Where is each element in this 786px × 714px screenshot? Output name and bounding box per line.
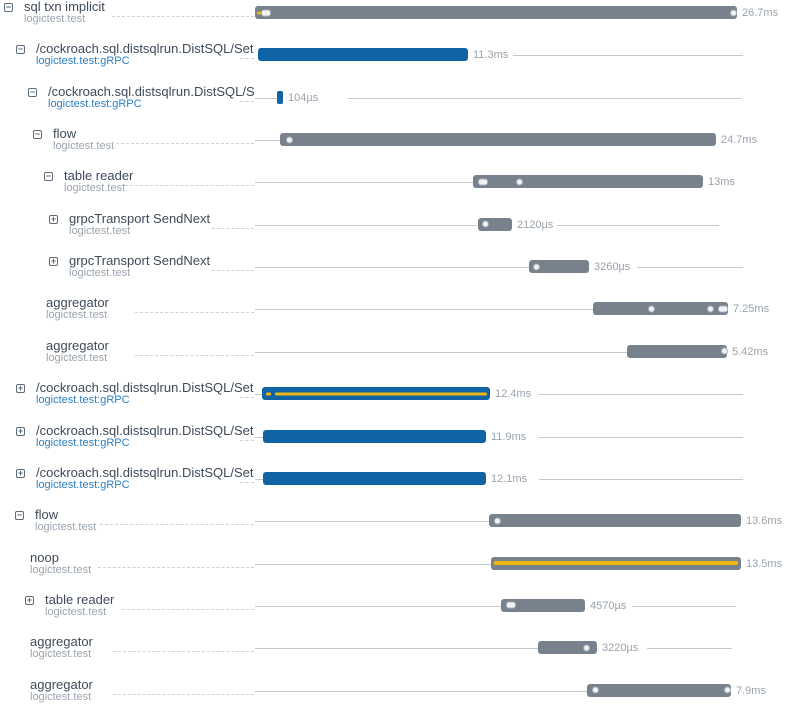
lead-line (255, 225, 478, 226)
leader-line (240, 58, 254, 59)
span-duration: 3260µs (594, 261, 631, 274)
span-source: logictest.test:gRPC (36, 436, 130, 449)
collapse-icon[interactable]: − (34, 129, 41, 140)
span-name: noop (30, 550, 59, 565)
trace-row (0, 246, 786, 288)
expand-icon[interactable]: + (17, 383, 24, 394)
span-name: flow (53, 127, 77, 142)
span-duration: 2120µs (517, 218, 554, 231)
span-name: aggregator (46, 338, 109, 353)
event-marker[interactable] (718, 305, 728, 312)
expand-icon[interactable]: + (50, 213, 57, 224)
span-name: table reader (45, 592, 115, 607)
lead-line (255, 182, 473, 183)
collapse-icon[interactable]: − (5, 2, 12, 12)
leader-line (113, 651, 254, 652)
span-name-block (69, 254, 256, 279)
span-name-block (30, 551, 256, 576)
span-source: logictest.test (69, 267, 131, 280)
leader-line (100, 524, 254, 525)
trace-row (0, 34, 786, 76)
span-source: logictest.test:gRPC (48, 97, 142, 110)
highlight-stripe (494, 561, 738, 565)
lead-line (255, 606, 501, 607)
event-marker[interactable] (286, 136, 293, 143)
span-source: logictest.test (46, 351, 108, 364)
span-source: logictest.test (64, 182, 126, 195)
span-source: logictest.test (53, 140, 115, 153)
trace-row (0, 670, 786, 712)
span-name-block (36, 466, 256, 491)
extent-line (513, 55, 743, 56)
span-name: /cockroach.sql.distsqlrun.DistSQL/Set (36, 423, 254, 438)
span-name: flow (35, 508, 59, 523)
span-bar[interactable] (258, 48, 468, 61)
expand-icon[interactable]: + (17, 425, 24, 436)
collapse-icon[interactable]: − (16, 510, 23, 521)
trace-row (0, 500, 786, 542)
span-bar[interactable] (262, 387, 490, 400)
leader-line (122, 609, 254, 610)
span-name: sql txn implicit (24, 0, 105, 14)
span-source: logictest.test:gRPC (36, 55, 130, 68)
leader-line (240, 482, 254, 483)
event-marker[interactable] (648, 305, 655, 312)
lead-line (255, 648, 538, 649)
span-name: /cockroach.sql.distsqlrun.DistSQL/S (48, 84, 255, 99)
leader-line (212, 228, 254, 229)
span-name-block (64, 169, 256, 194)
span-bar[interactable] (501, 599, 585, 612)
span-name: /cockroach.sql.distsqlrun.DistSQL/Set (36, 42, 254, 57)
event-marker[interactable] (482, 221, 489, 228)
span-name-block (46, 296, 256, 321)
lead-line (255, 479, 263, 480)
span-name: aggregator (30, 677, 93, 692)
extent-line (557, 225, 719, 226)
span-bar[interactable] (593, 302, 728, 315)
span-name-block (48, 85, 256, 110)
collapse-icon[interactable]: − (29, 86, 36, 97)
span-duration: 13.6ms (746, 515, 783, 528)
span-name-block (30, 678, 256, 703)
leader-line (135, 312, 254, 313)
lead-line (255, 521, 489, 522)
span-duration: 12.1ms (491, 472, 528, 485)
event-marker[interactable] (592, 687, 599, 694)
lead-line (255, 352, 627, 353)
span-name-block (35, 508, 256, 533)
trace-row (0, 373, 786, 415)
span-duration: 13.5ms (746, 557, 783, 570)
span-name: table reader (64, 169, 134, 184)
span-source: logictest.test (24, 13, 86, 25)
highlight-tick (266, 392, 271, 395)
span-duration: 24.7ms (721, 134, 758, 147)
trace-row (0, 119, 786, 161)
event-marker[interactable] (516, 178, 523, 185)
span-name: aggregator (30, 635, 93, 650)
event-marker[interactable] (583, 644, 590, 651)
trace-row (0, 416, 786, 458)
lead-line (255, 394, 262, 395)
span-bar[interactable] (529, 260, 589, 273)
span-bar[interactable] (255, 6, 737, 19)
span-name-block (45, 593, 256, 618)
span-duration: 5.42ms (732, 345, 769, 358)
span-bar[interactable] (263, 472, 486, 485)
event-marker[interactable] (707, 305, 714, 312)
extent-line (632, 606, 736, 607)
span-name: grpcTransport SendNext (69, 211, 211, 226)
event-marker[interactable] (724, 687, 731, 694)
span-duration: 104µs (288, 91, 319, 104)
span-source: logictest.test:gRPC (36, 478, 130, 491)
event-marker[interactable] (721, 348, 728, 355)
leader-line (240, 440, 254, 441)
trace-row (0, 585, 786, 627)
span-duration: 13ms (708, 176, 735, 189)
lead-line (255, 691, 587, 692)
span-source: logictest.test (35, 521, 97, 534)
span-name: aggregator (46, 296, 109, 311)
trace-row (0, 77, 786, 119)
event-marker[interactable] (494, 517, 501, 524)
span-bar[interactable] (627, 345, 727, 358)
span-bar[interactable] (277, 91, 283, 104)
span-bar[interactable] (538, 641, 597, 654)
extent-line (539, 437, 743, 438)
extent-line (647, 648, 732, 649)
span-source: logictest.test (69, 224, 131, 237)
span-source: logictest.test (30, 563, 92, 576)
extent-line (539, 479, 743, 480)
leader-line (106, 143, 254, 144)
lead-line (255, 267, 529, 268)
span-source: logictest.test (30, 690, 92, 703)
trace-row (0, 331, 786, 373)
span-name-block (24, 0, 256, 25)
highlight-stripe (275, 392, 487, 395)
span-name-block (36, 381, 256, 406)
span-bar[interactable] (587, 684, 731, 697)
span-bar[interactable] (491, 557, 741, 570)
span-name-block (69, 212, 256, 237)
span-name: /cockroach.sql.distsqlrun.DistSQL/Set (36, 381, 254, 396)
leader-line (240, 101, 254, 102)
expand-icon[interactable]: + (50, 256, 57, 267)
span-name-block (36, 424, 256, 449)
leader-line (112, 16, 254, 17)
span-name-block (36, 42, 256, 67)
event-marker[interactable] (533, 263, 540, 270)
lead-line (255, 437, 263, 438)
leader-line (120, 185, 254, 186)
collapse-icon[interactable]: − (45, 171, 52, 182)
span-duration: 11.3ms (473, 49, 509, 62)
span-source: logictest.test (45, 605, 107, 618)
trace-row (0, 204, 786, 246)
lead-line (255, 140, 280, 141)
trace-row (0, 288, 786, 330)
span-bar[interactable] (489, 514, 741, 527)
lead-line (255, 98, 277, 99)
expand-icon[interactable]: + (17, 467, 24, 478)
extent-line (348, 98, 741, 99)
span-name-block (30, 635, 256, 660)
leader-line (212, 270, 254, 271)
span-name: /cockroach.sql.distsqlrun.DistSQL/Set (36, 465, 254, 480)
span-duration: 3220µs (602, 642, 639, 655)
span-duration: 26.7ms (742, 7, 779, 19)
span-bar[interactable] (473, 175, 703, 188)
span-duration: 4570µs (590, 599, 627, 612)
event-marker[interactable] (261, 9, 271, 16)
trace-row (0, 0, 786, 34)
trace-row (0, 543, 786, 585)
event-marker[interactable] (730, 9, 737, 16)
span-duration: 7.9ms (736, 684, 766, 697)
span-duration: 7.25ms (733, 303, 770, 316)
span-bar[interactable] (280, 133, 716, 146)
event-marker[interactable] (478, 178, 488, 185)
extent-line (637, 267, 743, 268)
span-name-block (53, 127, 256, 152)
leader-line (98, 567, 254, 568)
lead-line (255, 564, 491, 565)
span-name: grpcTransport SendNext (69, 254, 211, 269)
expand-icon[interactable]: + (26, 594, 33, 605)
leader-line (135, 355, 254, 356)
span-source: logictest.test:gRPC (36, 394, 130, 407)
span-bar[interactable] (478, 218, 512, 231)
event-marker[interactable] (506, 602, 516, 609)
trace-row (0, 458, 786, 500)
leader-line (240, 397, 254, 398)
extent-line (539, 394, 743, 395)
trace-row (0, 627, 786, 669)
leader-line (113, 694, 254, 695)
span-source: logictest.test (30, 648, 92, 661)
span-name-block (46, 339, 256, 364)
span-duration: 11.9ms (491, 430, 527, 443)
span-bar[interactable] (263, 430, 486, 443)
span-duration: 12.4ms (495, 388, 532, 401)
span-source: logictest.test (46, 309, 108, 322)
trace-row (0, 161, 786, 203)
collapse-icon[interactable]: − (17, 44, 24, 55)
lead-line (255, 309, 593, 310)
